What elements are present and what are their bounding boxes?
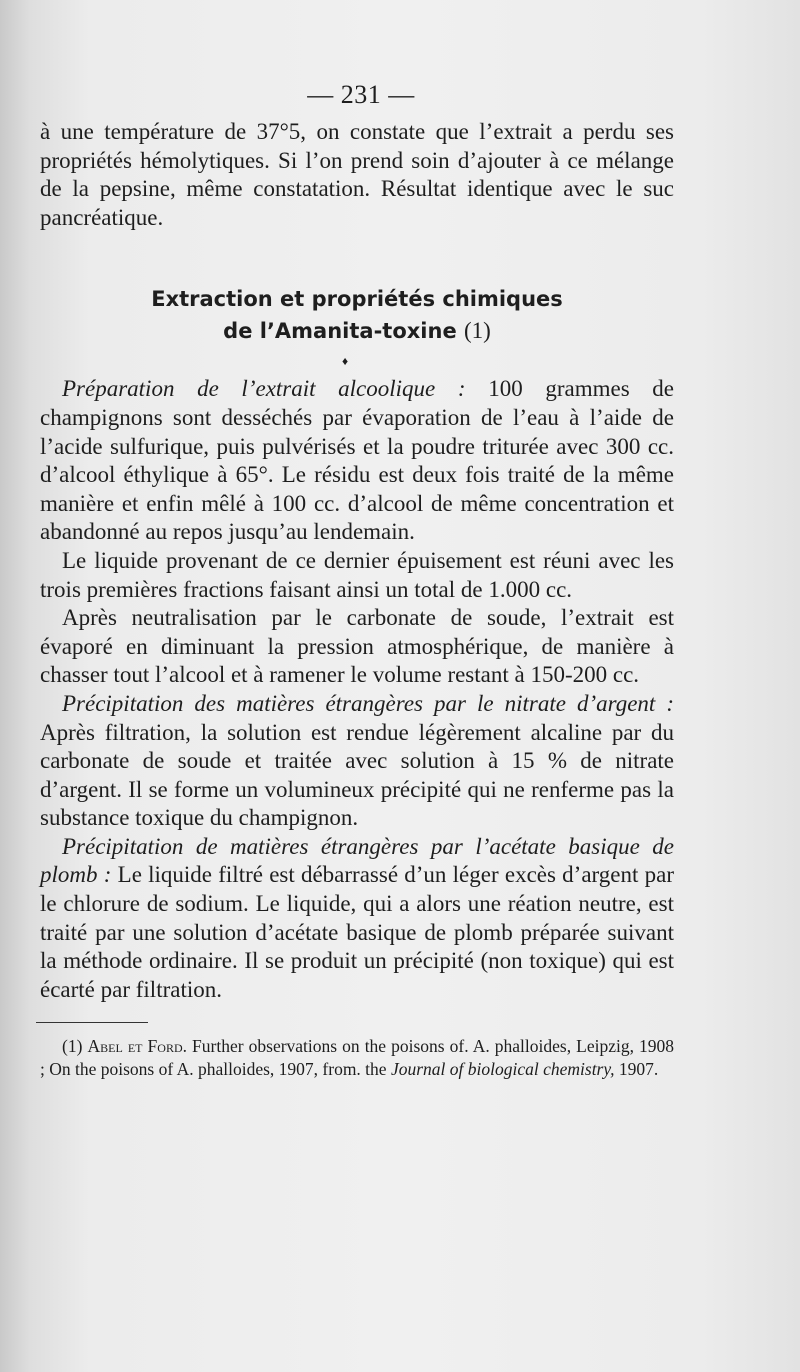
continuation-paragraph: à une température de 37°5, on constate que l’extrait a perdu ses propriétés hémolytiques. Si l’on prend soin d’ajouter à ce mélange de la pepsine, même constatation. Résultat identique avec le suc pancréatique. [40,119,674,230]
paragraph-preparation [40,375,674,547]
paragraph-label: Précipitation de matières étrangères par l’acétate basique de plomb : [40,833,674,888]
footnote-authors: Abel et Ford. [87,1036,187,1057]
paragraph-text: 100 grammes de champignons sont desséchés par évaporation de l’eau à l’aide de l’acide sulfurique, puis pulvérisés et la poudre triturée avec 300 cc. d’alcool éthylique à 65°. Le résidu est deux fois traité de la même manière et enfin mêlé à 100 cc. d’alcool de même concentration et abandonné au repos jusqu’au lendemain. [40,376,675,545]
paragraph-text: Après filtration, la solution est rendue légèrement alcaline par du carbonate de soude et traitée avec solution à 15 % de nitrate d’argent. Il se forme un volumineux précipité qui ne renferme pas la substance toxique du champignon. [40,719,674,831]
paragraph-text: Après neutralisation par le carbonate de soude, l’extrait est évaporé en diminuant la pression atmosphérique, de manière à chasser tout l’alcool et à ramener le volume restant à 150-200 cc. [40,605,674,688]
section-heading-line-2 [40,315,674,347]
book-page [40,72,674,1080]
page-number: — 231 — [307,80,415,109]
footnote-year: 1907. [614,1058,659,1079]
paragraph-text: Le liquide provenant de ce dernier épuisement est réuni avec les trois premières fractions faisant ainsi un total de 1.000 cc. [40,547,674,602]
paragraph-label: Préparation de l’extrait alcoolique : [62,376,466,402]
section-heading-line-1: Extraction et propriétés chimiques [151,287,563,312]
paragraph-nitrate [40,690,674,833]
spacer [40,232,674,284]
footnote-reference: (1) [464,318,491,344]
footnote-divider [36,1022,148,1023]
paragraph-liquide [40,547,674,604]
section-heading-title: de l’Amanita-toxine [223,319,457,344]
paragraph-neutralisation [40,604,674,690]
footnote-text: Further observations on the poisons of. A. phalloides, Leipzig, 1908 ; On the poisons of A. phalloides, 1907, from. the [40,1036,675,1079]
paragraph-acetate [40,833,674,1005]
footnote-journal: Journal of biological chemistry, [390,1058,615,1079]
footnote-number: (1) [62,1036,83,1057]
paragraph-label: Précipitation des matières étrangères par le nitrate d’argent : [62,690,674,716]
paragraph-text: Le liquide filtré est débarrassé d’un léger excès d’argent par le chlorure de sodium. Le liquide, qui a alors une réation neutre, est traité par une solution d’acétate basique de plomb préparée suivant la méthode ordinaire. Il se produit un précipité (non toxique) qui est écarté par filtration. [40,862,674,1002]
section-mark: ♦ [341,354,349,369]
footnote [40,1035,674,1080]
